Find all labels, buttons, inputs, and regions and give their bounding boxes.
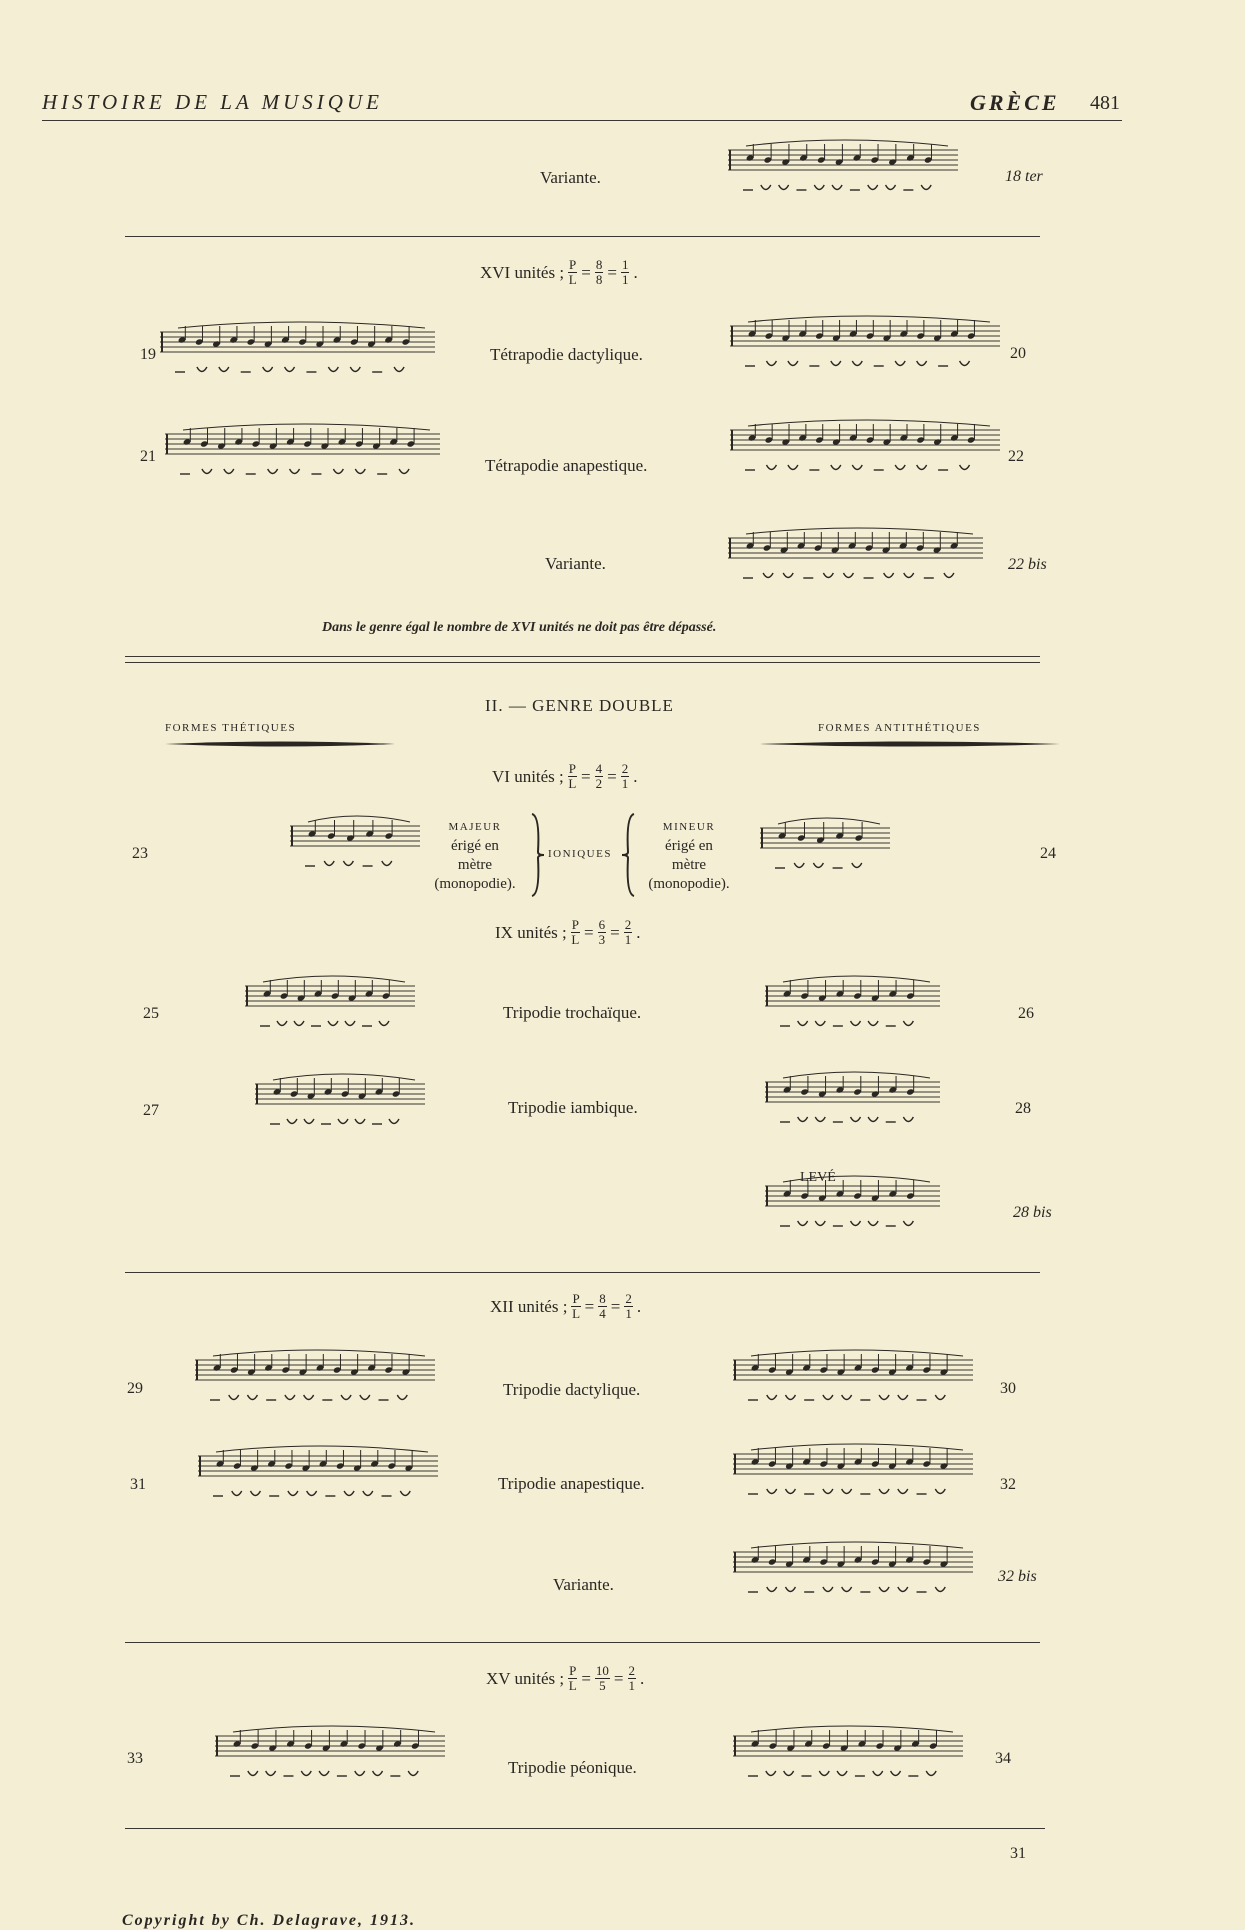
example-number-34: 34: [995, 1750, 1011, 1767]
example-number-30: 30: [1000, 1380, 1016, 1397]
ionique-mineur-text: [634, 818, 744, 894]
label-variante-18ter: Variante.: [540, 168, 601, 187]
fraction-2: $\frac{2}{1}$: [625, 1291, 632, 1321]
example-number-25: 25: [143, 1005, 159, 1022]
fraction-2: $\frac{2}{1}$: [624, 917, 632, 947]
label-tripodie-anapestique: Tripodie anapestique.: [498, 1474, 645, 1493]
label-metre: mètre: [671, 857, 707, 873]
section-rule: [125, 236, 1040, 237]
label-monopodie: (monopodie).: [434, 876, 516, 892]
music-staff-18ter: [728, 136, 958, 226]
section-title: GRÈCE: [970, 90, 1060, 115]
page-number: 481: [1090, 92, 1120, 114]
example-number-22bis: 22 bis: [1008, 556, 1047, 573]
note-genre-egal: Dans le genre égal le nombre de XVI unités ne doit pas être dépassé.: [322, 620, 717, 635]
example-number-28bis: 28 bis: [1013, 1204, 1052, 1221]
fraction-1: $\frac{4}{2}$: [595, 761, 603, 791]
music-staff-30: [733, 1346, 973, 1430]
fraction-1: $\frac{10}{5}$: [595, 1663, 609, 1693]
label-variante-22bis: Variante.: [545, 554, 606, 573]
section-rule: [125, 1272, 1040, 1273]
label-mineur: MINEUR: [662, 821, 716, 833]
swell-rule-right: [760, 740, 1060, 748]
fraction-p-l: $\frac{P}{L}$: [572, 1291, 581, 1321]
fraction-1: $\frac{6}{3}$: [598, 917, 606, 947]
units-formula-xii: XII unités ; $\frac{P}{L}$ = $\frac{8}{4}$ = $\frac{2}{1}$ .: [490, 1291, 642, 1321]
fraction-p-l: $\frac{P}{L}$: [571, 917, 580, 947]
label-leve: LEVÉ: [800, 1170, 836, 1185]
music-staff-22bis: [728, 524, 983, 606]
brace-left: [530, 812, 546, 898]
music-staff-32bis: [733, 1538, 973, 1628]
example-number-24: 24: [1040, 845, 1056, 862]
fraction-2: $\frac{2}{1}$: [628, 1663, 635, 1693]
example-number-28: 28: [1015, 1100, 1031, 1117]
units-formula-vi: VI unités ; $\frac{P}{L}$ = $\frac{4}{2}$ = $\frac{2}{1}$ .: [492, 761, 638, 791]
music-staff-34: [733, 1722, 963, 1806]
music-staff-31: [198, 1442, 438, 1526]
label-variante-32bis: Variante.: [553, 1575, 614, 1594]
fraction-p-l: $\frac{P}{L}$: [568, 1663, 577, 1693]
fraction-p-l: $\frac{P}{L}$: [568, 257, 577, 287]
music-staff-19: [160, 318, 435, 400]
music-staff-28bis: [765, 1172, 940, 1256]
music-staff-22: [730, 416, 1000, 498]
bottom-rule: [125, 1828, 1045, 1829]
music-staff-26: [765, 972, 940, 1056]
example-number-32: 32: [1000, 1476, 1016, 1493]
example-number-33: 33: [127, 1750, 143, 1767]
label-tripodie-iambique: Tripodie iambique.: [508, 1098, 638, 1117]
double-rule-bottom: [125, 662, 1040, 663]
units-label: IX unités ;: [495, 922, 567, 942]
label-tetrapodie-anapestique: Tétrapodie anapestique.: [485, 456, 648, 475]
fraction-1: $\frac{8}{4}$: [599, 1291, 606, 1321]
footer-page-number: 31: [1010, 1845, 1026, 1862]
label-ioniques: IONIQUES: [548, 848, 612, 860]
label-erige-en: érigé en: [665, 838, 713, 854]
label-metre: mètre: [457, 857, 493, 873]
label-tripodie-peonique: Tripodie péonique.: [508, 1758, 637, 1777]
units-formula-xv: XV unités ; $\frac{P}{L}$ = $\frac{10}{5}$ = $\frac{2}{1}$ .: [486, 1663, 645, 1693]
label-tetrapodie-dactylique: Tétrapodie dactylique.: [490, 345, 643, 364]
heading-formes-antithetiques: FORMES ANTITHÉTIQUES: [818, 722, 981, 734]
units-label: XV unités ;: [486, 1668, 565, 1688]
example-number-31: 31: [130, 1476, 146, 1493]
example-number-19: 19: [140, 346, 156, 363]
music-staff-32: [733, 1440, 973, 1524]
units-label: XII unités ;: [490, 1296, 568, 1316]
swell-rule-left: [165, 740, 395, 748]
label-monopodie: (monopodie).: [648, 876, 730, 892]
music-staff-27: [255, 1070, 425, 1154]
music-staff-33: [215, 1722, 445, 1806]
fraction-1: $\frac{8}{8}$: [595, 257, 603, 287]
example-number-21: 21: [140, 448, 156, 465]
example-number-20: 20: [1010, 345, 1026, 362]
units-label: XVI unités ;: [480, 262, 565, 282]
music-staff-24: [760, 814, 890, 898]
section-rule: [125, 1642, 1040, 1643]
ionique-majeur-text: [420, 818, 530, 894]
fraction-p-l: $\frac{P}{L}$: [568, 761, 577, 791]
music-staff-21: [165, 420, 440, 502]
example-number-27: 27: [143, 1102, 159, 1119]
music-staff-23: [290, 812, 420, 896]
fraction-2: $\frac{1}{1}$: [621, 257, 629, 287]
example-number-23: 23: [132, 845, 148, 862]
example-number-26: 26: [1018, 1005, 1034, 1022]
music-staff-29: [195, 1346, 435, 1430]
running-title: HISTOIRE DE LA MUSIQUE: [42, 90, 383, 114]
fraction-2: $\frac{2}{1}$: [621, 761, 629, 791]
example-number-22: 22: [1008, 448, 1024, 465]
footer-copyright: Copyright by Ch. Delagrave, 1913.: [122, 1912, 416, 1929]
units-formula-xvi: XVI unités ; $\frac{P}{L}$ = $\frac{8}{8}$ = $\frac{1}{1}$ .: [480, 257, 638, 287]
music-staff-25: [245, 972, 415, 1056]
heading-formes-thetiques: FORMES THÉTIQUES: [165, 722, 297, 734]
units-formula-ix: IX unités ; $\frac{P}{L}$ = $\frac{6}{3}$ = $\frac{2}{1}$ .: [495, 917, 641, 947]
double-rule-top: [125, 656, 1040, 657]
units-label: VI unités ;: [492, 766, 564, 786]
example-number-29: 29: [127, 1380, 143, 1397]
example-number-32bis: 32 bis: [998, 1568, 1037, 1585]
label-tripodie-trochaique: Tripodie trochaïque.: [503, 1003, 642, 1022]
header-rule: [42, 120, 1122, 121]
music-staff-28: [765, 1068, 940, 1152]
label-tripodie-dactylique: Tripodie dactylique.: [503, 1380, 641, 1399]
example-number-18ter: 18 ter: [1005, 168, 1043, 185]
section-heading-genre-double: II. — GENRE DOUBLE: [485, 696, 674, 715]
label-erige-en: érigé en: [451, 838, 499, 854]
label-majeur: MAJEUR: [448, 821, 502, 833]
music-staff-20: [730, 312, 1000, 394]
